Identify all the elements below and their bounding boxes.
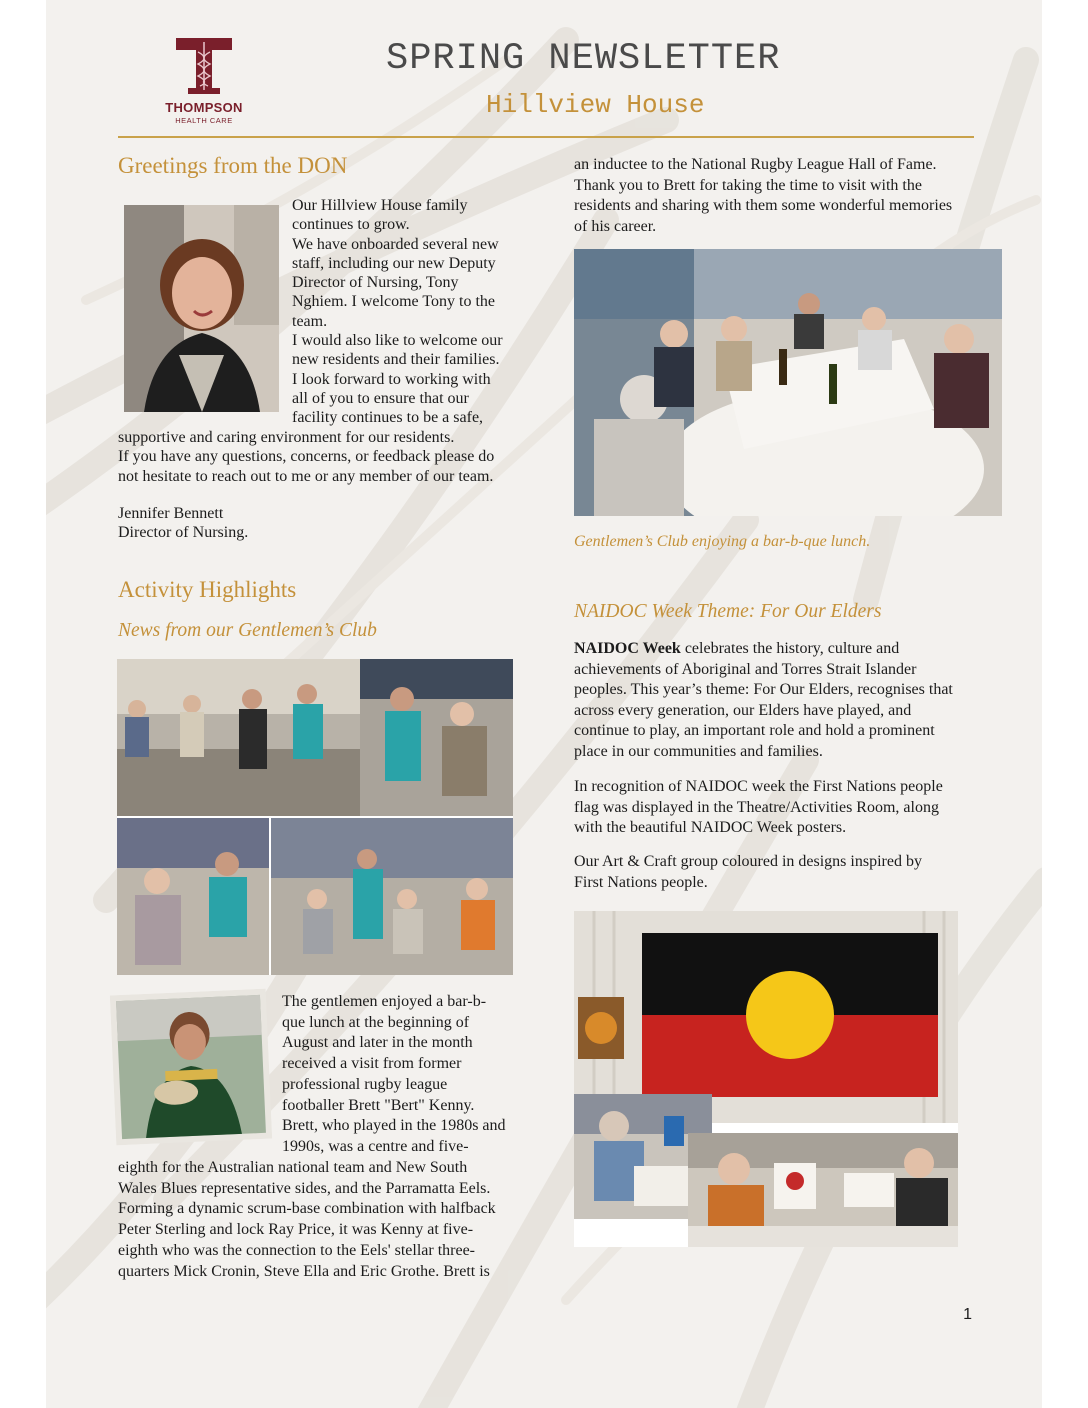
bbq-photo-caption: Gentlemen’s Club enjoying a bar-b-que lunch. [574,533,871,550]
text-line: place in our communities and families. [574,742,823,760]
text-line: staff, including our new Deputy [292,254,496,272]
text-line: received a visit from former [282,1055,462,1073]
text-line: peoples. This year’s theme: For Our Elders, recognises that [574,681,953,699]
text-line: Brett, who played in the 1980s and [282,1117,506,1135]
don-text-beside-photo [292,196,572,428]
activity-text-beside-photo [282,992,572,1158]
newsletter-title: SPRING NEWSLETTER [386,38,781,80]
header-divider [118,136,974,138]
text-line: achievements of Aboriginal and Torres Strait Islander [574,660,917,678]
naidoc-paragraph-3 [574,852,1004,893]
brett-kenny-photo [110,989,272,1146]
text-line: eighth for the Australian national team and New South [118,1159,468,1176]
text-line: The gentlemen enjoyed a bar-b- [282,993,487,1010]
text-line: quarters Mick Cronin, Steve Ella and Eric Grothe. Brett is [118,1262,490,1280]
brand-name: THOMPSON [165,100,243,115]
text-line: Director of Nursing, Tony [292,274,459,292]
text-line: with the beautiful NAIDOC Week posters. [574,819,847,837]
text-line: 1990s, was a centre and five- [282,1137,469,1155]
text-line: que lunch at the beginning of [282,1013,470,1031]
activity-text-continued [574,155,994,237]
naidoc-collage [574,911,958,1247]
text-line: Nghiem. I welcome Tony to the [292,293,495,311]
activity-heading: Activity Highlights [118,577,297,602]
naidoc-p1-first: celebrates the history, culture and [680,640,900,657]
signature-role: Director of Nursing. [118,524,249,541]
naidoc-bold-term: NAIDOC Week [574,640,681,657]
newsletter-page [46,0,1042,1408]
text-line: Thank you to Brett for taking the time to visit with the [574,176,922,194]
text-line: Wales Blues representative sides, and the Parramatta Eels. [118,1179,491,1197]
text-line: facility continues to be a safe, [292,409,484,427]
text-line: Forming a dynamic scrum-base combination with halfback [118,1200,496,1218]
text-line: eighth who was the connection to the Eels' stellar three- [118,1241,475,1259]
text-line: continue to play, an important role and hold a prominent [574,722,935,740]
text-line: all of you to ensure that our [292,389,469,407]
newsletter-subtitle: Hillview House [486,90,705,120]
gentlemens-club-subheading: News from our Gentlemen’s Club [118,620,377,641]
text-line: Our Hillview House family [292,197,468,214]
text-line: flag was displayed in the Theatre/Activities Room, along [574,798,939,816]
text-line: footballer Brett "Bert" Kenny. [282,1096,475,1114]
text-line: new residents and their families. [292,351,500,369]
text-line: If you have any questions, concerns, or feedback please do [118,448,495,466]
page-number: 1 [963,1306,972,1323]
text-line: not hesitate to reach out to me or any member of our team. [118,467,494,485]
text-line: Peter Sterling and lock Ray Price, it was Kenny at five- [118,1221,474,1239]
text-line: We have onboarded several new [292,235,499,253]
don-text-full [118,428,558,486]
text-line: I look forward to working with [292,370,491,388]
text-line: of his career. [574,217,657,235]
gentlemens-club-collage [117,659,513,975]
flag-sun [746,971,834,1059]
text-line: In recognition of NAIDOC week the First Nations people [574,778,943,795]
naidoc-paragraph-2 [574,777,1004,839]
don-heading: Greetings from the DON [118,153,348,178]
text-line: supportive and caring environment for our residents. [118,429,455,446]
naidoc-heading: NAIDOC Week Theme: For Our Elders [574,601,882,622]
text-line: August and later in the month [282,1034,473,1052]
text-line: residents and sharing with them some wonderful memories [574,197,953,214]
bbq-lunch-photo [574,249,1002,516]
thompson-logo [154,36,254,128]
caduceus-t-icon [154,36,254,98]
naidoc-paragraph-1 [574,639,1004,763]
brand-subtitle: HEALTH CARE [175,116,233,125]
text-line: professional rugby league [282,1075,448,1093]
signature-name: Jennifer Bennett [118,505,224,522]
text-line: I would also like to welcome our [292,332,503,350]
text-line: an inductee to the National Rugby League Hall of Fame. [574,156,937,173]
text-line: Our Art & Craft group coloured in designs inspired by [574,853,922,870]
text-line: First Nations people. [574,873,708,891]
activity-text-full [118,1158,558,1282]
text-line: team. [292,312,328,330]
don-portrait-photo [124,205,279,412]
text-line: across every generation, our Elders have played, and [574,701,912,719]
text-line: continues to grow. [292,216,410,234]
